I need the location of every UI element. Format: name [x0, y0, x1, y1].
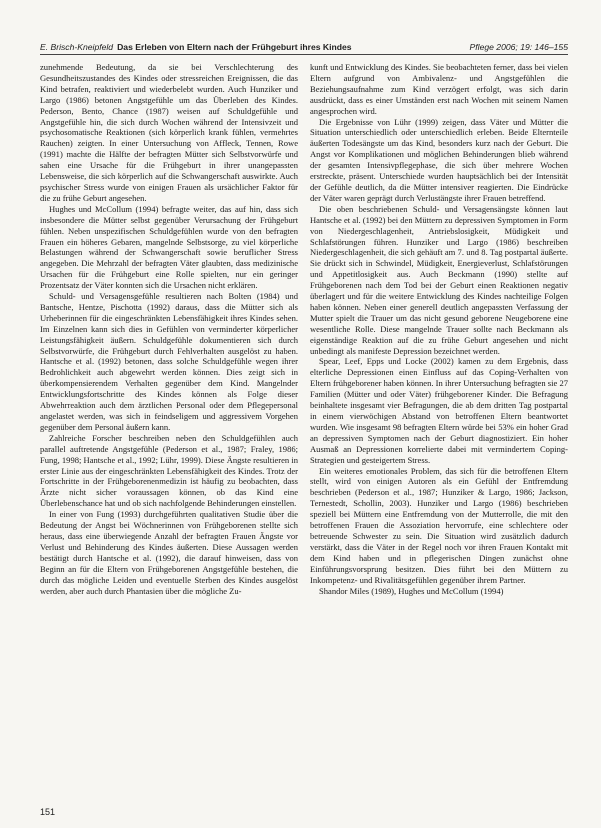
running-header: [40, 40, 568, 55]
paragraph: kunft und Entwicklung des Kindes. Sie beobachteten ferner, dass bei vielen Eltern aufgrund von Ambivalenz- und Angstgefühlen die Beziehungsaufnahme zum Kind verzögert erfolgt, was sich darin ausdrückt, dass es einer Umständen erst nach Wochen mit seinem Namen angesprochen wird.: [310, 62, 568, 116]
header-authors: E. Brisch-Kneipfeld: [40, 42, 114, 52]
paragraph: Ein weiteres emotionales Problem, das sich für die betroffenen Eltern stellt, wird von einigen Autoren als ein Gefühl der Entfremdung beschrieben (Pederson et al., 1987; Hunziker & Largo, 1986; Jackson, Ternestedt, Schollin, 2003). Hunziker und Largo (1986) beschrieben speziell bei Müttern eine Entfremdung von der Mutterrolle, die mit den betroffenen Frauen die Assoziation hervorrufe, eine schlechtere oder betreuende Schwester zu sein. Die Situation wird zusätzlich dadurch verstärkt, dass die Väter in der Regel noch vor ihren Frauen Kontakt mit dem Kind haben und in pflegerischen Dingen zunächst ohne Einführungsvorsprung besitzen. Dies führt bei den Müttern zu Inkompetenz- und Rivalitätsgefühlen gegenüber ihrem Partner.: [310, 465, 568, 585]
paragraph: Zahlreiche Forscher beschreiben neben den Schuldgefühlen auch parallel auftretende Angstgefühle (Pederson et al., 1987; Fraley, 1986; Fung, 1998; Hantsche et al., 1992; Lühr, 1999). Diese Ängste resultieren in erster Linie aus der eingeschränkten Lebensfähigkeit des Kindes. Trotz der Fortschritte in der Frühgeborenenmedizin ist häufig zu beobachten, dass Ärzte nicht sicher voraussagen können, ob das Kind eine Überlebenschance hat und ob sich nachfolgende Behinderungen einstellen.: [40, 432, 298, 509]
paragraph: Spear, Leef, Epps und Locke (2002) kamen zu dem Ergebnis, dass elterliche Depressionen einen Einfluss auf das Coping-Verhalten von Eltern frühgeborener haben können. In ihrer Untersuchung befragten sie 27 Familien (Mütter und oder Väter) frühgeborener Kinder. Die Befragung beinhaltete insgesamt vier Befragungen, die ab dem dritten Tag postpartal in einem vierwöchigen Abstand von betroffenen Eltern beantwortet wurden. Wie insgesamt 98 befragten Eltern würde bei 53% ein hoher Grad an depressiven Symptomen nach der Geburt diagnostiziert. Ein hoher Ausmaß an Depressionen korrelierte dabei mit vermindertem Coping-Strategien und gesteigertem Stress.: [310, 356, 568, 465]
left-column: [40, 62, 298, 802]
header-journal: Pflege 2006; 19: 146–155: [469, 42, 568, 52]
paragraph: Die Ergebnisse von Lühr (1999) zeigen, dass Väter und Mütter die Situation unterschiedlich oder unterschiedlich erleben. Beide Elternteile äußerten Todesängste um das Kind, besonders kurz nach der Geburt. Die Angst vor Komplikationen und möglichen Behinderungen blieb während der gesamten Intensivpflegephase, die sich über mehrere Wochen erstreckte, präsent. Unterschiede wurden hauptsächlich bei der Intensität der Gefühle deutlich, da die Mütter intensiver reagierten. Die Eindrücke der Väter waren geprägt durch Verlustängste ihrer Frauen betreffend.: [310, 116, 568, 203]
page-number: 151: [40, 807, 56, 817]
paragraph: Shandor Miles (1989), Hughes und McCollum (1994): [319, 585, 504, 596]
right-column: [310, 62, 568, 802]
paragraph: Schuld- und Versagensgefühle resultieren nach Bolten (1984) und Bantsche, Hentze, Pischotta (1992) daraus, dass die Mütter sich als Urheberinnen für die eingeschränkten Lebensfähigkeit ihres Kindes sehen. Im Einzelnen kann sich dies in Gefühlen von verminderter körperlicher Leistungsfähigkeit äußern. Schuldgefühle dokumentieren sich durch Selbstvorwürfe, die Frühgeburt durch Fehlverhalten ausgelöst zu haben. Hantsche et al. (1992) betonen, dass solche Schuldgefühle wegen ihrer Bedrohlichkeit auch abgewehrt werden können. Dies zeigt sich in überkompensierendem Verhalten gegenüber dem Kind. Mangelnder Entwicklungsfortschritte des Kindes können als Folge dieser Abwehrreaktion auch dem ärztlichen Personal oder dem Pflegepersonal angelastet werden, was sich in feindseligem und aggressivem Vorgehen gegenüber dem Personal äußern kann.: [40, 291, 298, 432]
paragraph: In einer von Fung (1993) durchgeführten qualitativen Studie über die Bedeutung der Angst bei Wöchnerinnen von Frühgeborenen stellte sich heraus, dass eine überwiegende Anzahl der befragten Frauen Ängste vor Verlust und Behinderung des Kindes äußerten. Diese Aussagen werden bestätigt durch Hantsche et al. (1992), die darauf hinweisen, dass von Beginn an für die Eltern von Frühgeborenen Angstgefühle bestehen, die durch das mögliche Leiden und eventuelle Sterben des Kindes ausgelöst werden, aber auch durch Phantasien über die mögliche Zu-: [40, 509, 298, 596]
paragraph: zunehmende Bedeutung, da sie bei Verschlechterung des Gesundheitszustandes des Kindes oder stressreichen Ereignissen, die das Kind betrafen, reaktiviert und wiederbelebt wurden. Auch Hunziker und Largo (1986) betonen Angstgefühle um das Überleben des Kindes. Pederson, Bento, Chance (1987) weisen auf Schuldgefühle und Angstgefühle hin, die sich durch Wochen während der Intensivzeit und psychosomatische Reaktionen (sich körperlich krank fühlen, vermehrtes Rauchen) zeigten. In einer Untersuchung von Affleck, Tennen, Rowe (1991) machte die Hälfte der befragten Mütter sich Selbstvorwürfe und sahen eine Ursache für die Frühgeburt in ihrer unangepassten Lebensweise, die sich körperlich auf die Schwangerschaft auswirkte. Auch psychischer Stress wurde von einigen Frauen als ursächlicher Faktor für die zu frühe Geburt angesehen.: [40, 62, 298, 203]
header-left: [40, 41, 352, 53]
header-title: Das Erleben von Eltern nach der Frühgeburt ihres Kindes: [117, 42, 352, 52]
paragraph: Hughes und McCollum (1994) befragte weiter, das auf hin, dass sich insbesondere die Mütter selbst gegenüber Verursachung der Frühgeburt fühlen. Neben unspezifischen Schuldgefühlen wurde von den befragten Frauen ein höheres Gebaren, mangelnde Selbstsorge, zu viel körperliche Belastungen während der Schwangerschaft sowie beruflicher Stress angegeben. Die Mehrzahl der befragten Väter glaubten, dass medizinische Ursachen für die Frühgeburt eine Rolle spielten, nur ein geringer Prozentsatz der Väter konnten sich die Ursachen nicht erklären.: [40, 203, 298, 291]
paragraph: Die oben beschriebenen Schuld- und Versagensängste können laut Hantsche et al. (1992) bei den Müttern zu depressiven Symptomen in Form von Niedergeschlagenheit, Antriebslosigkeit, Müdigkeit und Schlafstörungen führen. Hunziker und Largo (1986) beschreiben Niedergeschlagenheit, die sich gehäuft am 7. und 8. Tag postpartal äußerte. Sie drückt sich in Schwindel, Müdigkeit, Energieverlust, Schlafstörungen und Appetitlosigkeit aus. Auch Beckmann (1990) stellte auf Frühgeborenen nach dem Tod bei der Geburt einen Reaktionen negativ überlagert und für die weitere Entwicklung des Kindes nachteilige Folgen haben können. Neben einer generell deutlich angepassten Verfassung der Mutter spielt die Trauer um das nicht gesund geborene Neugeborene eine wesentliche Rolle. Diese mangelnde Trauer sollte nach Beckmann als eigenständige Reaktion auf die zu frühe Geburt angesehen und nicht unbedingt als manifeste Depression bezeichnet werden.: [310, 203, 568, 356]
